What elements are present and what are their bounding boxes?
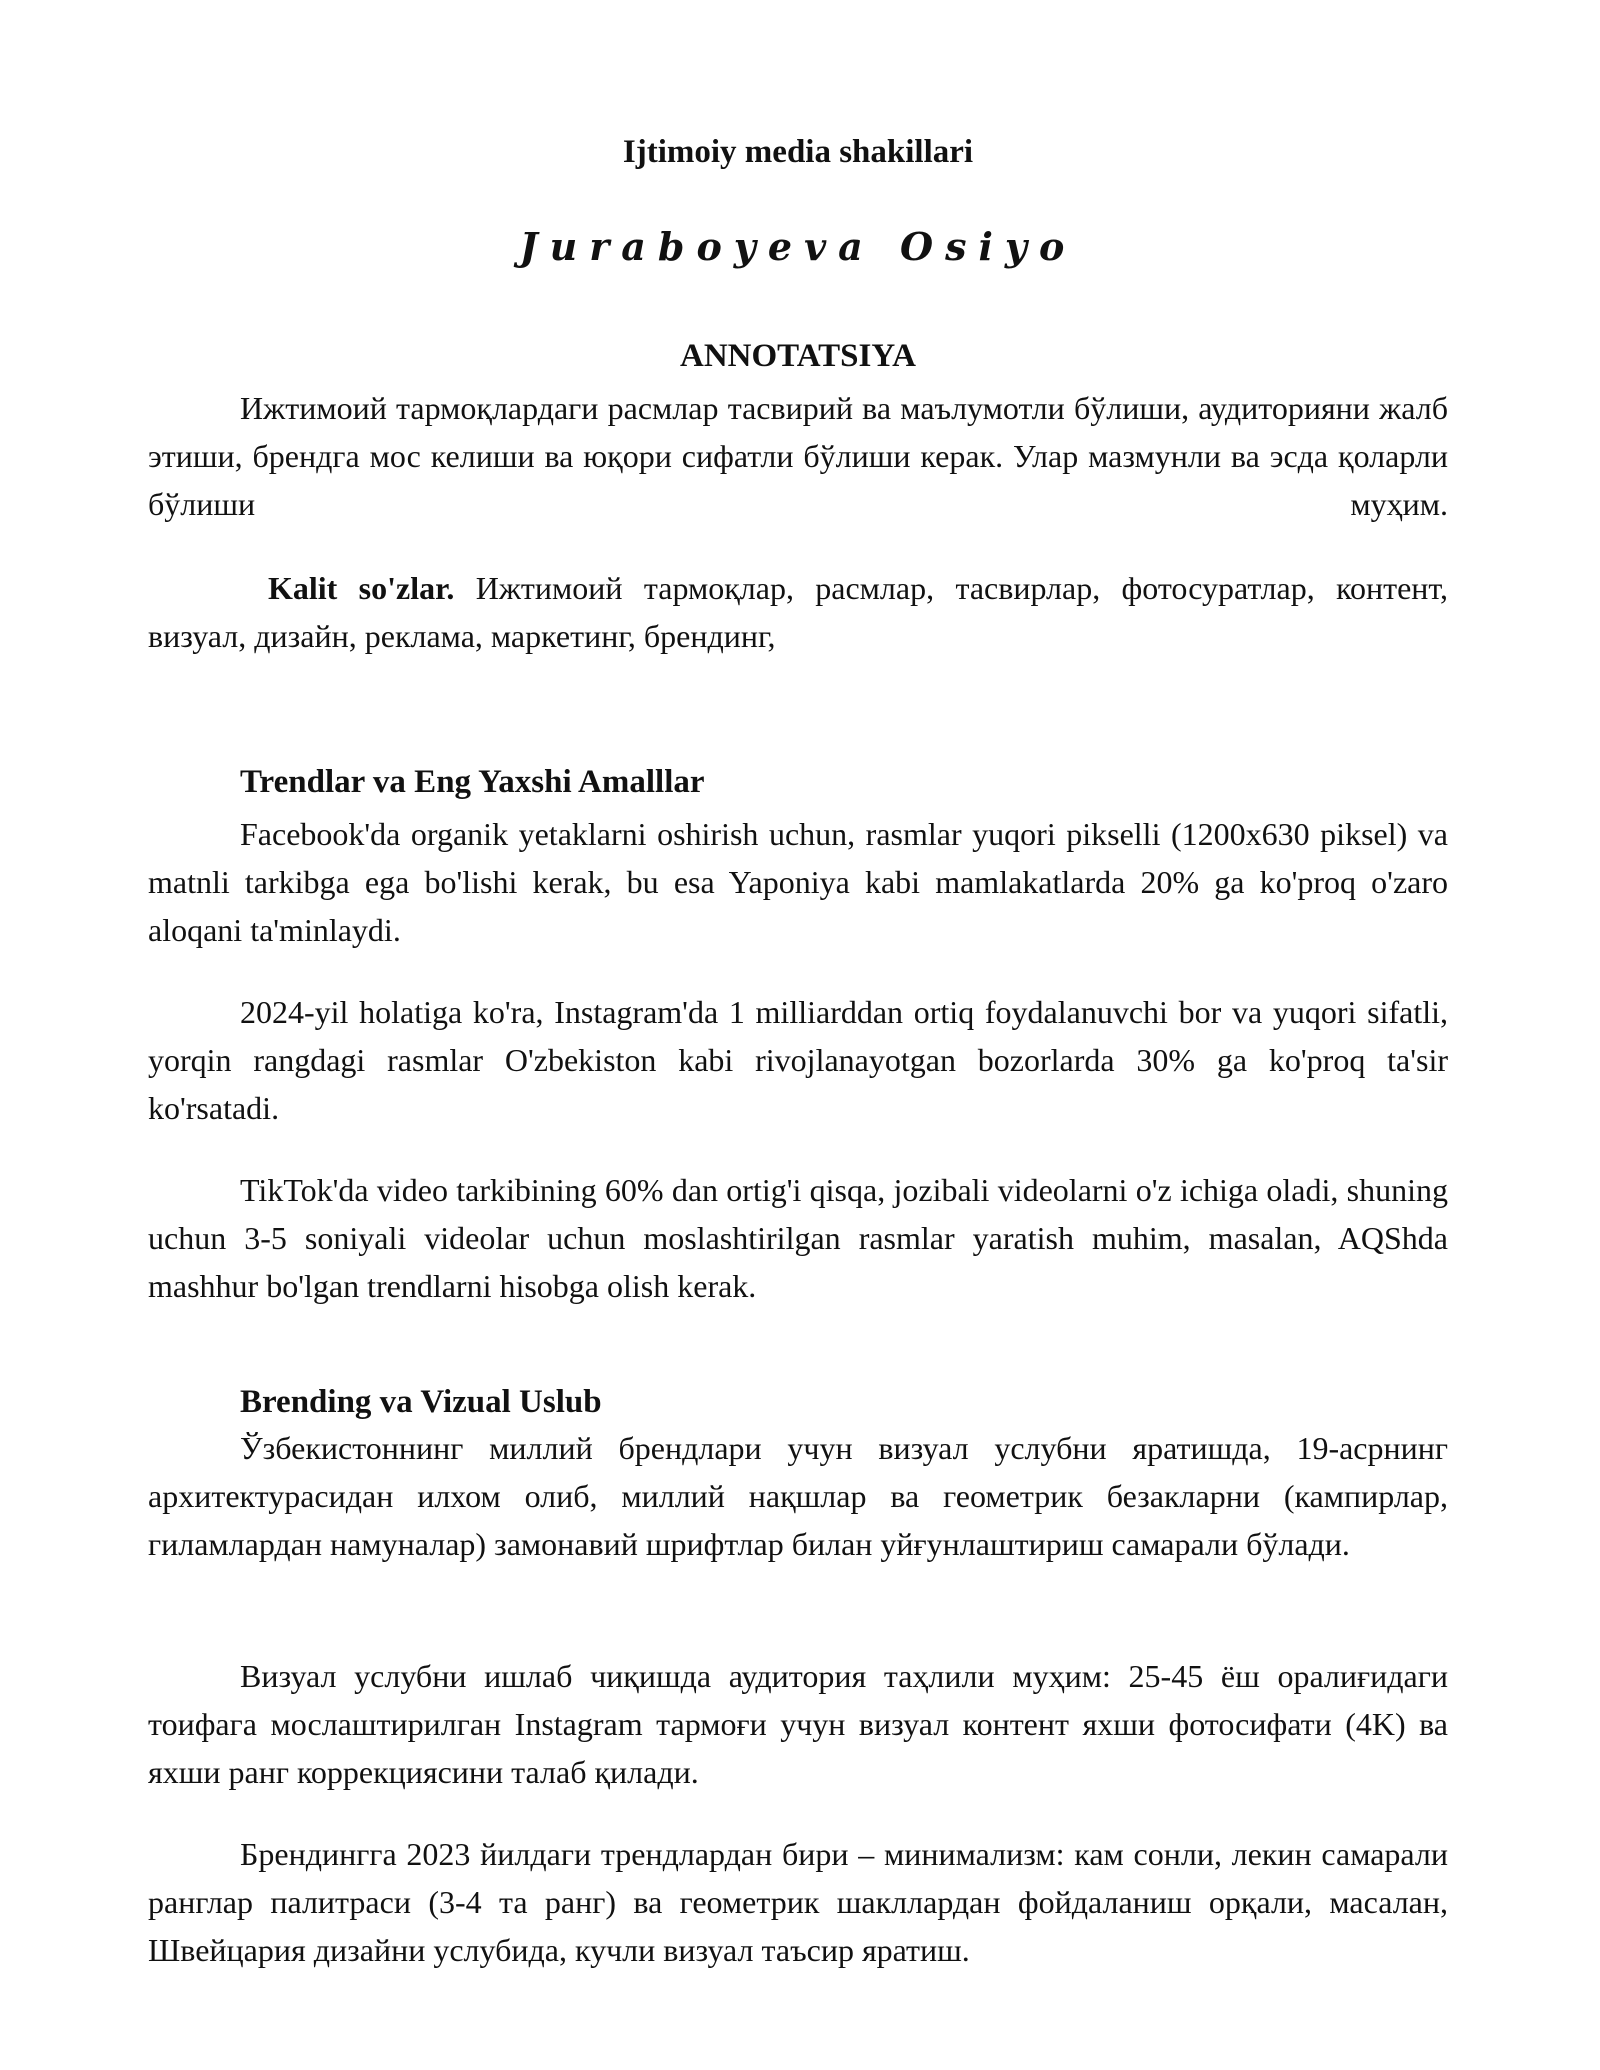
trends-paragraph-tiktok: TikTok'da video tarkibining 60% dan ortig'i qisqa, jozibali videolarni o'z ichiga oladi, shuning uchun 3-5 soniyali videolar uchun moslashtirilgan rasmlar yaratish muhim, masalan, AQShda mashhur bo'lgan trendlarni hisobga olish kerak. [148,1172,1448,1304]
trends-paragraph-facebook: Facebook'da organik yetaklarni oshirish uchun, rasmlar yuqori pikselli (1200x630 piksel) va matnli tarkibga ega bo'lishi kerak, bu esa Yaponiya kabi mamlakatlarda 20% ga ko'proq o'zaro aloqani ta'minlaydi. [148,816,1448,948]
keywords-text: Ижтимоий тармоқлар, расмлар, тасвирлар, фотосуратлар, контент, визуал, дизайн, реклама, маркетинг, брендинг, [148,570,1449,654]
annotation-paragraph: Ижтимоий тармоқлардаги расмлар тасвирий ва маълумотли бўлиши, аудиторияни жалб этиши, брендга мос келиши ва юқори сифатли бўлиши керак. Улар мазмунли ва эсда қоларли бўлиши муҳим. [148,390,1448,522]
keywords-label: Kalit so'zlar. [268,570,455,606]
keywords-paragraph [148,564,1448,660]
author-name: Juraboyeva Osiyo [519,224,1077,269]
document-title: Ijtimoiy media shakillari [622,134,974,170]
section-heading-branding: Brending va Vizual Uslub [240,1384,602,1420]
trends-paragraph-instagram: 2024-yil holatiga ko'ra, Instagram'da 1 milliarddan ortiq foydalanuvchi bor va yuqori sifatli, yorqin rangdagi rasmlar O'zbekiston kabi rivojlanayotgan bozorlarda 30% ga ko'proq ta'sir ko'rsatadi. [148,994,1448,1126]
branding-paragraph-audience: Визуал услубни ишлаб чиқишда аудитория таҳлили муҳим: 25-45 ёш оралиғидаги тоифага мослаштирилган Instagram тармоғи учун визуал контент яхши фотосифати (4K) ва яхши ранг коррекциясини талаб қилади. [148,1658,1448,1790]
branding-paragraph-national: Ўзбекистоннинг миллий брендлари учун визуал услубни яратишда, 19-асрнинг архитектурасидан илхом олиб, миллий нақшлар ва геометрик безакларни (кампирлар, гиламлардан намуналар) замонавий шрифтлар билан уйғунлаштириш самарали бўлади. [148,1430,1448,1562]
annotation-heading: ANNOTATSIYA [680,338,916,374]
section-heading-trends: Trendlar va Eng Yaxshi Amalllar [240,764,705,800]
branding-paragraph-minimalism: Брендингга 2023 йилдаги трендлардан бири – минимализм: кам сонли, лекин самарали ранглар палитраси (3-4 та ранг) ва геометрик шакллардан фойдаланиш орқали, масалан, Швейцария дизайни услубида, кучли визуал таъсир яратиш. [148,1836,1448,1968]
